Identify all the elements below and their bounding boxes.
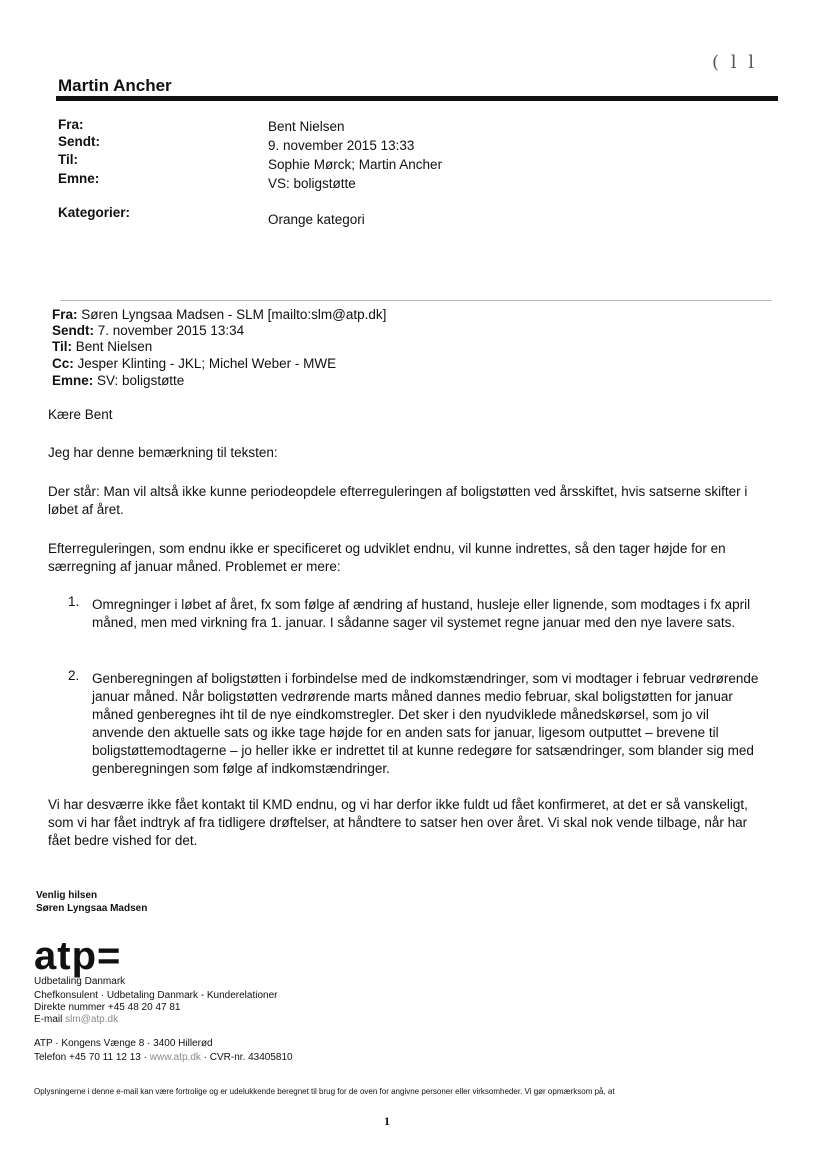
list-item-1-number: 1.: [68, 594, 80, 609]
forward-separator: [60, 300, 772, 301]
mailbox-owner: Martin Ancher: [58, 76, 172, 95]
sent-value: 9. november 2015 13:33: [268, 138, 415, 153]
forward-subject: Emne: SV: boligstøtte: [52, 373, 185, 388]
confidentiality-disclaimer: Oplysningerne i denne e-mail kan være fortrolige og er udelukkende beregnet til brug for de oven for angivne personer eller virksomheder. Vi gør opmærksom på, at: [34, 1087, 615, 1096]
greeting: Kære Bent: [48, 407, 113, 422]
from-value: Bent Nielsen: [268, 119, 345, 134]
list-item-2-number: 2.: [68, 668, 80, 683]
page-number: 1: [384, 1114, 390, 1128]
forward-from: Fra: Søren Lyngsaa Madsen - SLM [mailto:slm@atp.dk]: [52, 307, 387, 322]
address: ATP · Kongens Vænge 8 · 3400 Hillerød: [34, 1038, 213, 1049]
closing: Venlig hilsen: [36, 890, 98, 901]
list-item-2: Genberegningen af boligstøtten i forbindelse med de indkomstændringer, som vi modtager i februar vedrørende januar måned. Når boligstøtten vedrørende marts måned dannes medio februar, skal boligstøtten for januar måned genberegnes iht til de nye eindkomstregler. Det sker i den nyudviklede månedskørsel, som jo vil anvende den aktuelle sats og ikke tage højde for en anden sats for januar, ligesom outputtet – brevene til boligstøttemodtagerne – jo heller ikke er indrettet til at kunne redegøre for satsændringer, som blander sig med genberegningen som følge af indkomstændringer.: [92, 671, 759, 776]
forward-to: Til: Bent Nielsen: [52, 339, 153, 354]
direct-phone: Direkte nummer +45 48 20 47 81: [34, 1002, 181, 1013]
to-value: Sophie Mørck; Martin Ancher: [268, 157, 443, 172]
email-link[interactable]: slm@atp.dk: [65, 1014, 119, 1025]
subject-label: Emne:: [58, 171, 100, 186]
paragraph-2: Efterreguleringen, som endnu ikke er specificeret og udviklet endnu, vil kunne indrettes, så den tager højde for en særregning af januar måned. Problemet er mere:: [48, 541, 726, 574]
contact-line: Telefon +45 70 11 12 13 · www.atp.dk · CVR-nr. 43405810: [34, 1052, 293, 1063]
atp-logo: atp=: [34, 934, 122, 978]
paragraph-1: Der står: Man vil altså ikke kunne periodeopdele efterreguleringen af boligstøtten ved årsskiftet, hvis satserne skifter i løbet af året.: [48, 484, 748, 517]
header-rule: [56, 96, 778, 101]
job-title: Chefkonsulent · Udbetaling Danmark - Kunderelationer: [34, 990, 278, 1001]
email-line: E-mail slm@atp.dk: [34, 1014, 119, 1025]
paragraph-3: Vi har desværre ikke fået kontakt til KMD endnu, og vi har derfor ikke fuldt ud fået konfirmeret, at det er så vanskeligt, som vi har fået indtryk af fra tidligere drøftelser, at håndtere to satser hen over året. Vi skal nok vende tilbage, når har fået bedre vished for det.: [48, 797, 748, 848]
forward-cc: Cc: Jesper Klinting - JKL; Michel Weber - MWE: [52, 356, 337, 371]
sender-name: Søren Lyngsaa Madsen: [36, 903, 148, 914]
handwritten-annotation: ( l l: [712, 52, 757, 73]
organization: Udbetaling Danmark: [34, 976, 126, 987]
categories-value: Orange kategori: [268, 212, 365, 227]
subject-value: VS: boligstøtte: [268, 176, 356, 191]
intro-paragraph: Jeg har denne bemærkning til teksten:: [48, 445, 278, 460]
website-link[interactable]: www.atp.dk: [149, 1052, 201, 1063]
sent-label: Sendt:: [58, 134, 100, 149]
from-label: Fra:: [58, 117, 84, 132]
list-item-1: Omregninger i løbet af året, fx som følge af ændring af hustand, husleje eller lignende, som modtages i fx april måned, men med virkning fra 1. januar. I sådanne sager vil systemet regne januar med den nye lavere sats.: [92, 597, 751, 630]
categories-label: Kategorier:: [58, 205, 131, 220]
to-label: Til:: [58, 152, 78, 167]
forward-sent: Sendt: 7. november 2015 13:34: [52, 323, 245, 338]
